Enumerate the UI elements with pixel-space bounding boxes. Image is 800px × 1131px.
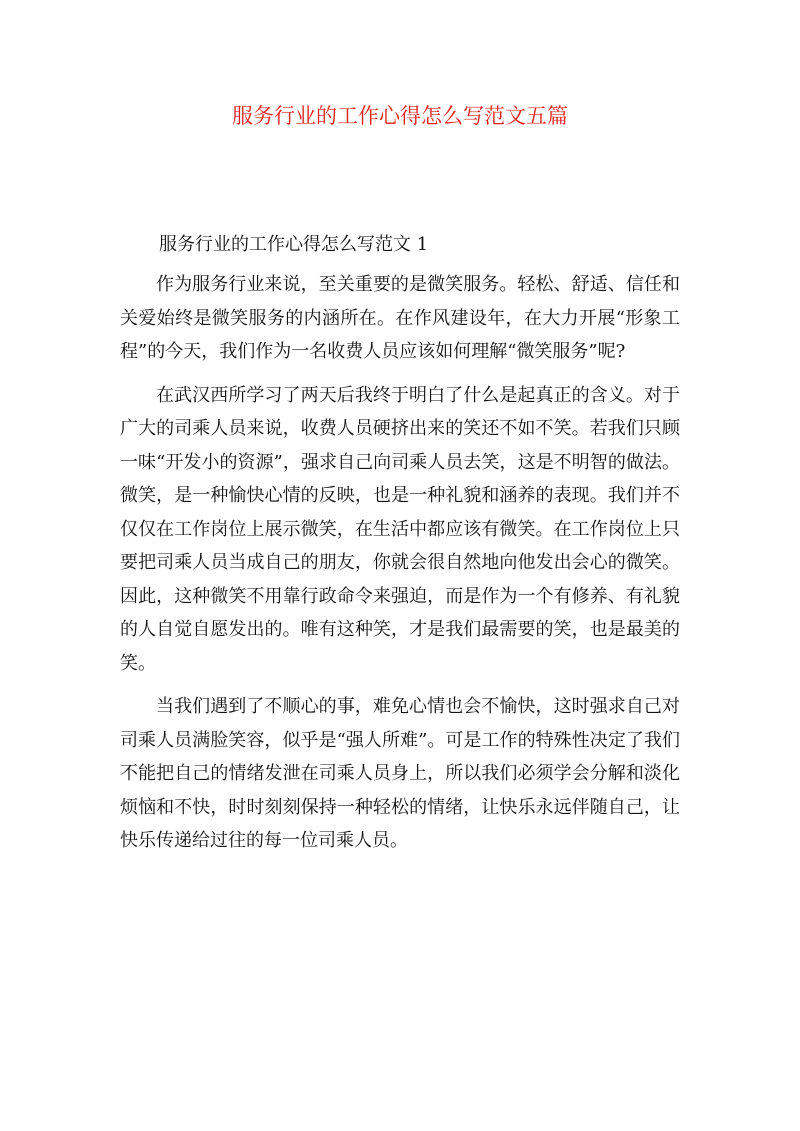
document-body bbox=[120, 268, 680, 868]
document-title: 服务行业的工作心得怎么写范文五篇 bbox=[232, 104, 568, 128]
section-heading: 服务行业的工作心得怎么写范文 1 bbox=[159, 234, 429, 255]
paragraph-2: 在武汉西所学习了两天后我终于明白了什么是起真正的含义。对于广大的司乘人员来说，收费人员硬挤出来的笑还不如不笑。若我们只顾一味“开发小的资源”，强求自己向司乘人员去笑，这是不明智的做法。微笑，是一种愉快心情的反映，也是一种礼貌和涵养的表现。我们并不仅仅在工作岗位上展示微笑，在生活中都应该有微笑。在工作岗位上只要把司乘人员当成自己的朋友，你就会很自然地向他发出会心的微笑。因此，这种微笑不用靠行政命令来强迫，而是作为一个有修养、有礼貌的人自觉自愿发出的。唯有这种笑，才是我们最需要的笑，也是最美的笑。 bbox=[120, 384, 680, 674]
paragraph-3: 当我们遇到了不顺心的事，难免心情也会不愉快，这时强求自己对司乘人员满脸笑容，似乎是“强人所难”。可是工作的特殊性决定了我们不能把自己的情绪发泄在司乘人员身上，所以我们必须学会分解和淡化烦恼和不快，时时刻刻保持一种轻松的情绪，让快乐永远伴随自己，让快乐传递给过往的每一位司乘人员。 bbox=[120, 696, 680, 851]
paragraph-1: 作为服务行业来说，至关重要的是微笑服务。轻松、舒适、信任和关爱始终是微笑服务的内涵所在。在作风建设年，在大力开展“形象工程”的今天，我们作为一名收费人员应该如何理解“微笑服务”呢? bbox=[120, 274, 680, 362]
